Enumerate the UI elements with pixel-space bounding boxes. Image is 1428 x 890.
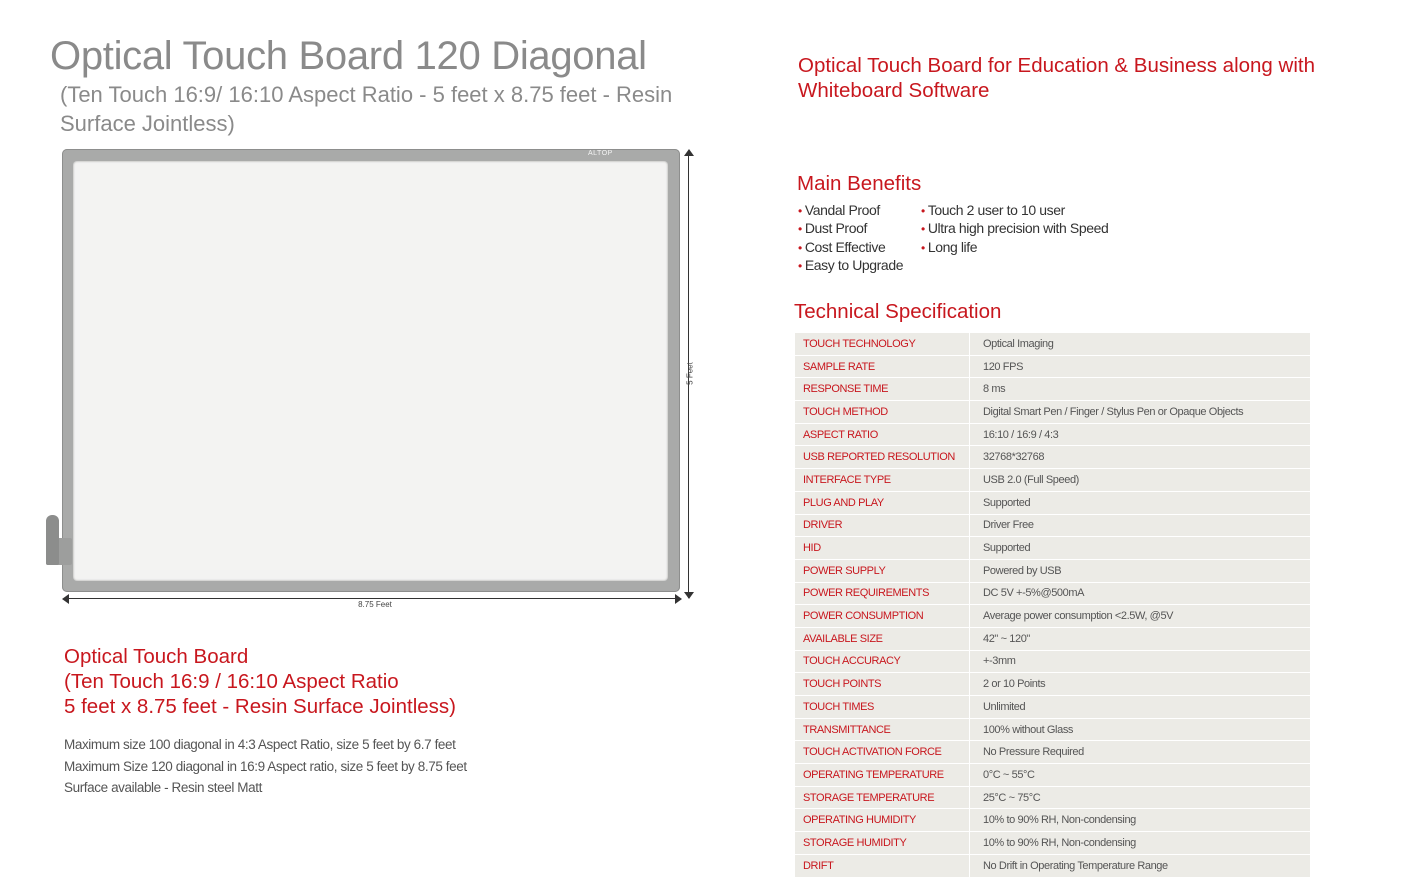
- spec-key: OPERATING TEMPERATURE: [795, 764, 970, 787]
- spec-value: 10% to 90% RH, Non-condensing: [970, 832, 1311, 855]
- bullet-icon: •: [798, 204, 802, 218]
- bullet-icon: •: [798, 222, 802, 237]
- table-row: [795, 423, 1310, 446]
- spec-value: No Pressure Required: [970, 741, 1311, 764]
- table-row: [795, 718, 1310, 741]
- width-dimension-line: [64, 598, 680, 599]
- spec-value: 120 FPS: [970, 355, 1311, 378]
- spec-value: Digital Smart Pen / Finger / Stylus Pen or Opaque Objects: [970, 401, 1311, 424]
- benefits-list-left: [798, 202, 928, 276]
- benefit-item: • Long life: [921, 238, 978, 255]
- size-note: Maximum size 100 diagonal in 4:3 Aspect Ratio, size 5 feet by 6.7 feet: [64, 737, 456, 752]
- spec-key: AVAILABLE SIZE: [795, 627, 970, 650]
- table-row: [795, 446, 1310, 469]
- width-dimension-label: 8.75 Feet: [358, 600, 392, 609]
- spec-key: TOUCH ACTIVATION FORCE: [795, 741, 970, 764]
- product-heading-line: (Ten Touch 16:9 / 16:10 Aspect Ratio: [64, 670, 399, 693]
- benefits-list-right: [921, 202, 1181, 257]
- table-row: [795, 582, 1310, 605]
- spec-key: DRIFT: [795, 854, 970, 877]
- spec-key: TOUCH ACCURACY: [795, 650, 970, 673]
- spec-key: HID: [795, 537, 970, 560]
- table-row: [795, 378, 1310, 401]
- benefit-item: • Touch 2 user to 10 user: [921, 202, 1065, 218]
- size-note: Maximum Size 120 diagonal in 16:9 Aspect ratio, size 5 feet by 8.75 feet: [64, 758, 467, 774]
- spec-key: TRANSMITTANCE: [795, 718, 970, 741]
- spec-key: POWER REQUIREMENTS: [795, 582, 970, 605]
- spec-value: Optical Imaging: [970, 333, 1311, 355]
- spec-value: USB 2.0 (Full Speed): [970, 469, 1311, 492]
- bullet-icon: •: [921, 204, 925, 218]
- spec-key: SAMPLE RATE: [795, 355, 970, 378]
- bullet-icon: •: [921, 240, 925, 255]
- spec-value: Supported: [970, 491, 1311, 514]
- spec-key: RESPONSE TIME: [795, 378, 970, 401]
- benefit-item: • Vandal Proof: [798, 202, 880, 218]
- table-row: [795, 650, 1310, 673]
- page-title: Optical Touch Board 120 Diagonal: [50, 34, 647, 78]
- size-note: Surface available - Resin steel Matt: [64, 780, 262, 795]
- benefits-heading: Main Benefits: [797, 172, 922, 195]
- table-row: [795, 854, 1310, 877]
- spec-key: TOUCH TIMES: [795, 696, 970, 719]
- spec-key: USB REPORTED RESOLUTION: [795, 446, 970, 469]
- spec-value: No Drift in Operating Temperature Range: [970, 854, 1311, 877]
- benefit-item: • Ultra high precision with Speed: [921, 220, 1109, 237]
- table-row: [795, 537, 1310, 560]
- table-row: [795, 401, 1310, 424]
- spec-heading: Technical Specification: [794, 300, 1002, 323]
- arrow-right-icon: [675, 594, 682, 604]
- table-row: [795, 673, 1310, 696]
- spec-value: 32768*32768: [970, 446, 1311, 469]
- spec-value: Powered by USB: [970, 559, 1311, 582]
- spec-value: 25°C ~ 75°C: [970, 786, 1311, 809]
- spec-key: POWER SUPPLY: [795, 559, 970, 582]
- table-row: [795, 355, 1310, 378]
- table-row: [795, 786, 1310, 809]
- arrow-left-icon: [62, 594, 69, 604]
- spec-key: STORAGE HUMIDITY: [795, 832, 970, 855]
- product-heading-line: 5 feet x 8.75 feet - Resin Surface Jointless): [64, 695, 456, 718]
- bullet-icon: •: [798, 240, 802, 255]
- spec-value: 8 ms: [970, 378, 1311, 401]
- bullet-icon: •: [798, 259, 802, 274]
- spec-key: TOUCH POINTS: [795, 673, 970, 696]
- product-heading-line: Optical Touch Board: [64, 645, 249, 668]
- spec-value: DC 5V +-5%@500mA: [970, 582, 1311, 605]
- benefit-item: • Easy to Upgrade: [798, 257, 904, 274]
- table-row: [795, 333, 1310, 355]
- stylus-pen-icon: [46, 515, 59, 565]
- table-row: [795, 559, 1310, 582]
- spec-key: ASPECT RATIO: [795, 423, 970, 446]
- spec-value: 42" ~ 120": [970, 627, 1311, 650]
- table-row: [795, 491, 1310, 514]
- table-row: [795, 809, 1310, 832]
- spec-key: INTERFACE TYPE: [795, 469, 970, 492]
- benefit-item: • Cost Effective: [798, 238, 886, 255]
- spec-value: Unlimited: [970, 696, 1311, 719]
- size-notes: [64, 734, 684, 799]
- spec-key: STORAGE TEMPERATURE: [795, 786, 970, 809]
- height-dimension-label: 5 Feet: [685, 362, 695, 385]
- spec-key: TOUCH TECHNOLOGY: [795, 333, 970, 355]
- table-row: [795, 605, 1310, 628]
- spec-value: 10% to 90% RH, Non-condensing: [970, 809, 1311, 832]
- arrow-down-icon: [684, 592, 694, 599]
- spec-value: 0°C ~ 55°C: [970, 764, 1311, 787]
- product-heading: [64, 644, 684, 719]
- spec-table: [795, 333, 1310, 878]
- table-row: [795, 764, 1310, 787]
- benefit-item: • Dust Proof: [798, 220, 867, 237]
- table-row: [795, 469, 1310, 492]
- spec-value: +-3mm: [970, 650, 1311, 673]
- spec-key: DRIVER: [795, 514, 970, 537]
- table-row: [795, 627, 1310, 650]
- bullet-icon: •: [921, 222, 925, 237]
- page-subtitle: (Ten Touch 16:9/ 16:10 Aspect Ratio - 5 feet x 8.75 feet - Resin Surface Jointless): [60, 82, 673, 136]
- spec-key: TOUCH METHOD: [795, 401, 970, 424]
- spec-value: Driver Free: [970, 514, 1311, 537]
- spec-value: 16:10 / 16:9 / 4:3: [970, 423, 1311, 446]
- spec-key: POWER CONSUMPTION: [795, 605, 970, 628]
- spec-key: PLUG AND PLAY: [795, 491, 970, 514]
- table-row: [795, 832, 1310, 855]
- table-row: [795, 741, 1310, 764]
- board-brand-label: ALTOP: [588, 150, 613, 157]
- spec-value: 2 or 10 Points: [970, 673, 1311, 696]
- board-surface: [73, 161, 668, 581]
- table-row: [795, 514, 1310, 537]
- table-row: [795, 696, 1310, 719]
- spec-value: 100% without Glass: [970, 718, 1311, 741]
- spec-key: OPERATING HUMIDITY: [795, 809, 970, 832]
- spec-value: Average power consumption <2.5W, @5V: [970, 605, 1311, 628]
- product-tagline: Optical Touch Board for Education & Business along with Whiteboard Software: [798, 54, 1315, 102]
- arrow-up-icon: [684, 149, 694, 156]
- spec-value: Supported: [970, 537, 1311, 560]
